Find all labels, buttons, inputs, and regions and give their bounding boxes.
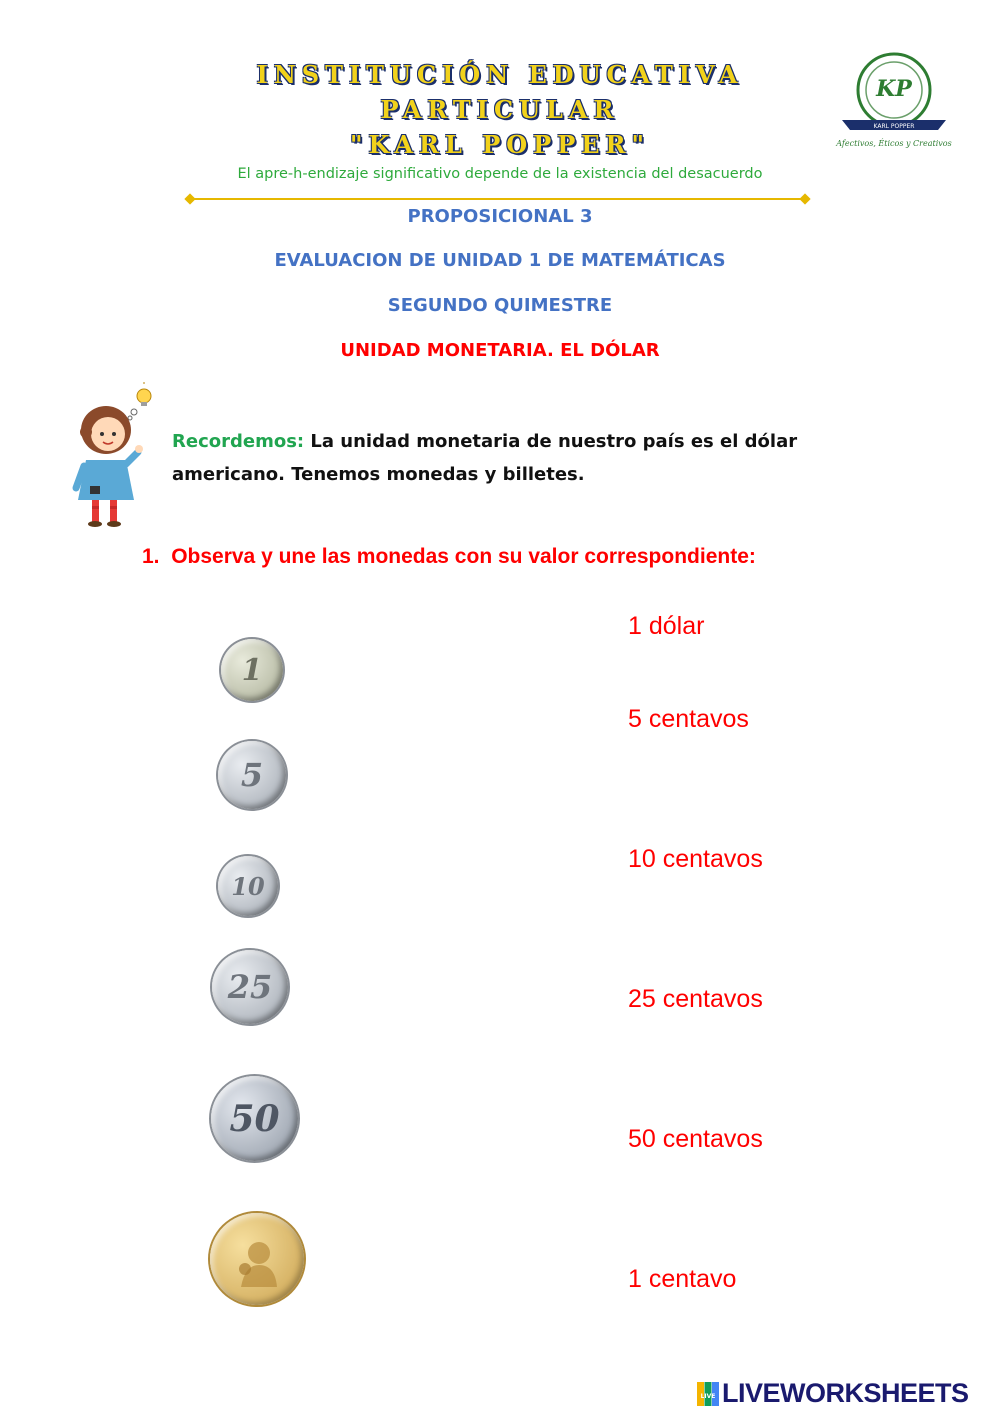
coin-50-face: 50 — [229, 1097, 280, 1140]
liveworksheets-logo-icon — [697, 1382, 719, 1406]
evaluation-heading: EVALUACION DE UNIDAD 1 DE MATEMÁTICAS — [274, 250, 726, 271]
brand-badge: LIVE — [700, 1393, 716, 1400]
value-label-1-centavo[interactable]: 1 centavo — [628, 1265, 737, 1293]
school-name-line-1: INSTITUCIÓN EDUCATIVA — [256, 60, 744, 89]
coin-1-icon[interactable] — [221, 639, 283, 701]
school-motto: El apre-h-endizaje significativo depende de la existencia del desacuerdo — [237, 166, 763, 182]
school-name-line-2: PARTICULAR — [380, 95, 620, 124]
brand-prefix: LIVE — [722, 1378, 781, 1408]
remember-label: Recordemos: — [172, 431, 305, 452]
logo-ribbon: KARL POPPER — [873, 123, 915, 130]
logo-monogram: KP — [876, 76, 912, 102]
coin-25-icon[interactable] — [212, 950, 288, 1024]
logo-tagline: Afectivos, Éticos y Creativos — [836, 139, 952, 148]
coin-5-face: 5 — [240, 756, 264, 794]
topic-heading: UNIDAD MONETARIA. EL DÓLAR — [340, 340, 660, 361]
value-label-50-centavos[interactable]: 50 centavos — [628, 1125, 763, 1153]
coin-portrait-icon — [227, 1229, 287, 1289]
header-divider — [190, 198, 805, 200]
remember-note — [172, 425, 812, 491]
value-label-25-centavos[interactable]: 25 centavos — [628, 985, 763, 1013]
coin-10-icon[interactable] — [218, 856, 278, 916]
value-label-10-centavos[interactable]: 10 centavos — [628, 845, 763, 873]
value-label-5-centavos[interactable]: 5 centavos — [628, 705, 749, 733]
liveworksheets-brand — [722, 1378, 969, 1409]
term-heading: SEGUNDO QUIMESTRE — [387, 295, 613, 316]
coin-50-icon[interactable] — [211, 1076, 298, 1161]
remember-text-line-2: americano. Tenemos monedas y billetes. — [172, 464, 585, 485]
remember-text-line-1: La unidad monetaria de nuestro país es el dólar — [310, 431, 798, 452]
brand-suffix: WORKSHEETS — [780, 1378, 969, 1408]
value-label-1-dolar[interactable]: 1 dólar — [628, 612, 705, 640]
question-text: Observa y une las monedas con su valor correspondiente: — [171, 545, 756, 568]
question-1 — [142, 545, 756, 569]
school-name-line-3: "KARL POPPER" — [350, 130, 650, 159]
school-logo — [834, 50, 954, 155]
coin-5-icon[interactable] — [218, 741, 286, 809]
coin-25-face: 25 — [227, 968, 273, 1006]
coin-10-face: 10 — [231, 871, 265, 901]
coin-1-face: 1 — [241, 652, 263, 688]
level-heading: PROPOSICIONAL 3 — [407, 206, 593, 227]
girl-thinking-icon — [68, 382, 168, 530]
question-number: 1. — [142, 545, 160, 568]
coin-dollar-portrait-icon[interactable] — [210, 1213, 304, 1305]
